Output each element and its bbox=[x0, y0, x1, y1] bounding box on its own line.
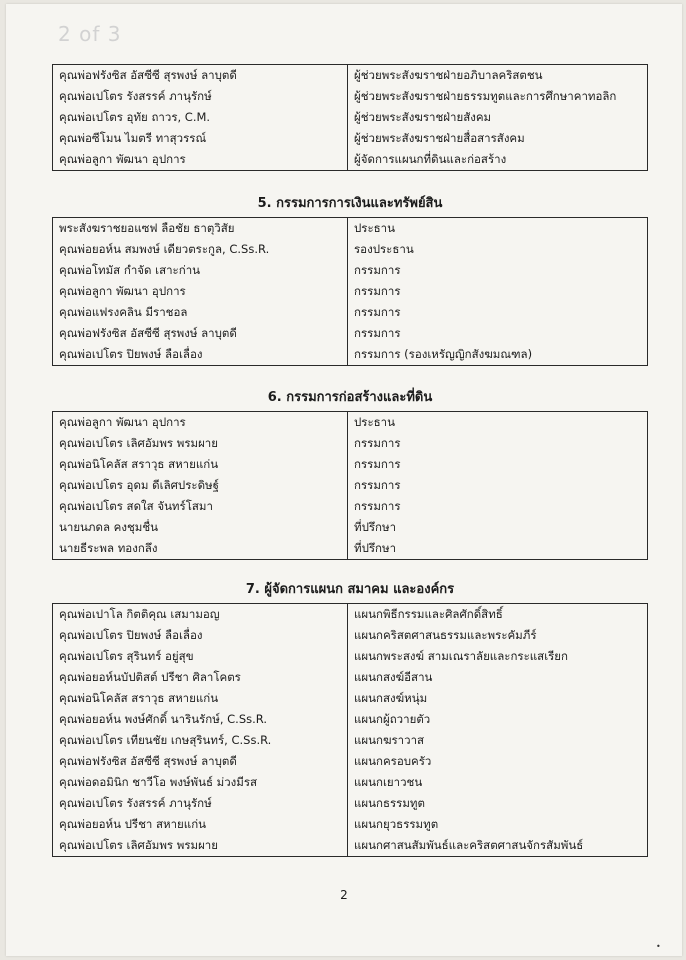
table-row bbox=[53, 65, 648, 87]
section-title-construction: 6. กรรมการก่อสร้างและที่ดิน bbox=[267, 390, 433, 405]
table-row bbox=[53, 239, 648, 260]
member-role: ผู้ช่วยพระสังฆราชฝ่ายสื่อสารสังคม bbox=[348, 128, 648, 149]
member-role: แผนกศาสนสัมพันธ์และคริสตศาสนจักรสัมพันธ์ bbox=[348, 835, 648, 857]
member-role: กรรมการ bbox=[348, 454, 648, 475]
table-row bbox=[53, 260, 648, 281]
continued-table bbox=[52, 64, 648, 171]
member-role: แผนกผู้ถวายตัว bbox=[348, 709, 648, 730]
member-name: คุณพ่อเปโตร รังสรรค์ ภานุรักษ์ bbox=[53, 86, 348, 107]
table-row bbox=[53, 835, 648, 857]
member-role: แผนกธรรมทูต bbox=[348, 793, 648, 814]
member-role: ผู้จัดการแผนกที่ดินและก่อสร้าง bbox=[348, 149, 648, 171]
member-role: กรรมการ bbox=[348, 475, 648, 496]
member-role: แผนกพิธีกรรมและศิลศักดิ์สิทธิ์ bbox=[348, 604, 648, 626]
scan-speck: • bbox=[656, 942, 661, 951]
table-row bbox=[53, 302, 648, 323]
table-row bbox=[53, 281, 648, 302]
member-name: คุณพ่อยอห์นบัปติสต์ ปรีชา ศิลาโคตร bbox=[53, 667, 348, 688]
member-name: คุณพ่อดอมินิก ชาวีโอ พงษ์พันธ์ ม่วงมีรส bbox=[53, 772, 348, 793]
member-role: กรรมการ bbox=[348, 496, 648, 517]
table-row bbox=[53, 107, 648, 128]
member-role: รองประธาน bbox=[348, 239, 648, 260]
table-row bbox=[53, 454, 648, 475]
member-name: คุณพ่อแฟรงคลิน มีราชอล bbox=[53, 302, 348, 323]
member-role: แผนกเยาวชน bbox=[348, 772, 648, 793]
table-row bbox=[53, 814, 648, 835]
member-role: แผนกยุวธรรมทูต bbox=[348, 814, 648, 835]
table-row bbox=[53, 475, 648, 496]
table-row bbox=[53, 730, 648, 751]
member-name: คุณพ่อเปโตร อุทัย ถาวร, C.M. bbox=[53, 107, 348, 128]
member-role: กรรมการ (รองเหรัญญิกสังฆมณฑล) bbox=[348, 344, 648, 366]
member-name: คุณพ่อลูกา พัฒนา อุปการ bbox=[53, 149, 348, 171]
member-name: คุณพ่อลูกา พัฒนา อุปการ bbox=[53, 412, 348, 434]
member-name: คุณพ่อเปโตร เลิศอัมพร พรมผาย bbox=[53, 835, 348, 857]
construction-committee-table bbox=[52, 411, 648, 560]
table-row bbox=[53, 604, 648, 626]
section-title-departments: 7. ผู้จัดการแผนก สมาคม และองค์กร bbox=[245, 582, 455, 597]
member-name: คุณพ่อโทมัส กำจัด เสาะก่าน bbox=[53, 260, 348, 281]
member-name: คุณพ่อฟรังซิส อัสซีซี สุรพงษ์ ลาบุตดี bbox=[53, 323, 348, 344]
member-role: แผนกสงฆ์หนุ่ม bbox=[348, 688, 648, 709]
member-role: แผนกครอบครัว bbox=[348, 751, 648, 772]
member-name: คุณพ่อเปโตร ปิยพงษ์ ลือเลื่อง bbox=[53, 344, 348, 366]
table-row bbox=[53, 218, 648, 240]
table-row bbox=[53, 86, 648, 107]
document-page bbox=[6, 4, 682, 956]
member-role: ผู้ช่วยพระสังฆราชฝ่ายอภิบาลคริสตชน bbox=[348, 65, 648, 87]
member-role: กรรมการ bbox=[348, 323, 648, 344]
table-row bbox=[53, 517, 648, 538]
member-name: นายนภดล คงชุมชื่น bbox=[53, 517, 348, 538]
table-row bbox=[53, 667, 648, 688]
member-role: กรรมการ bbox=[348, 281, 648, 302]
member-role: ประธาน bbox=[348, 218, 648, 240]
table-row bbox=[53, 688, 648, 709]
member-role: แผนกฆราวาส bbox=[348, 730, 648, 751]
table-row bbox=[53, 646, 648, 667]
table-row bbox=[53, 344, 648, 366]
table-row bbox=[53, 149, 648, 171]
member-name: คุณพ่อฟรังซิส อัสซีซี สุรพงษ์ ลาบุตดี bbox=[53, 751, 348, 772]
section-title-finance: 5. กรรมการการเงินและทรัพย์สิน bbox=[257, 196, 443, 211]
member-role: ผู้ช่วยพระสังฆราชฝ่ายสังคม bbox=[348, 107, 648, 128]
member-name: คุณพ่อซีโมน ไมตรี ทาสุวรรณ์ bbox=[53, 128, 348, 149]
table-row bbox=[53, 793, 648, 814]
member-name: คุณพ่อยอห์น พงษ์ศักดิ์ นารินรักษ์, C.Ss.R. bbox=[53, 709, 348, 730]
page-number: 2 bbox=[340, 888, 348, 902]
member-name: คุณพ่อยอห์น สมพงษ์ เดียวตระกูล, C.Ss.R. bbox=[53, 239, 348, 260]
member-role: กรรมการ bbox=[348, 260, 648, 281]
member-name: คุณพ่อเปโตร ปิยพงษ์ ลือเลื่อง bbox=[53, 625, 348, 646]
member-role: ผู้ช่วยพระสังฆราชฝ่ายธรรมทูตและการศึกษาคาทอลิก bbox=[348, 86, 648, 107]
table-row bbox=[53, 751, 648, 772]
member-name: พระสังฆราชยอแซฟ ลือชัย ธาตุวิสัย bbox=[53, 218, 348, 240]
table-row bbox=[53, 323, 648, 344]
finance-committee-table bbox=[52, 217, 648, 366]
table-row bbox=[53, 412, 648, 434]
member-name: คุณพ่อเปโตร สุรินทร์ อยู่สุข bbox=[53, 646, 348, 667]
member-name: คุณพ่อเปโตร อุดม ดีเลิศประดิษฐ์ bbox=[53, 475, 348, 496]
table-row bbox=[53, 496, 648, 517]
member-role: กรรมการ bbox=[348, 302, 648, 323]
member-name: คุณพ่อเปโตร สดใส จันทร์โสมา bbox=[53, 496, 348, 517]
table-row bbox=[53, 128, 648, 149]
table-row bbox=[53, 538, 648, 560]
member-name: นายธีระพล ทองกลึง bbox=[53, 538, 348, 560]
member-role: กรรมการ bbox=[348, 433, 648, 454]
member-name: คุณพ่อนิโคลัส สราวุธ สหายแก่น bbox=[53, 454, 348, 475]
member-name: คุณพ่อยอห์น ปรีชา สหายแก่น bbox=[53, 814, 348, 835]
member-name: คุณพ่อเปโตร รังสรรค์ ภานุรักษ์ bbox=[53, 793, 348, 814]
table-row bbox=[53, 433, 648, 454]
member-role: ประธาน bbox=[348, 412, 648, 434]
departments-table bbox=[52, 603, 648, 857]
page-indicator: 2 of 3 bbox=[58, 22, 122, 46]
member-name: คุณพ่อเปโตร เทียนชัย เกษสุรินทร์, C.Ss.R. bbox=[53, 730, 348, 751]
member-name: คุณพ่อลูกา พัฒนา อุปการ bbox=[53, 281, 348, 302]
member-role: แผนกคริสตศาสนธรรมและพระคัมภีร์ bbox=[348, 625, 648, 646]
member-name: คุณพ่อเปโตร เลิศอัมพร พรมผาย bbox=[53, 433, 348, 454]
table-row bbox=[53, 709, 648, 730]
member-role: ที่ปรึกษา bbox=[348, 538, 648, 560]
member-name: คุณพ่อนิโคลัส สราวุธ สหายแก่น bbox=[53, 688, 348, 709]
member-name: คุณพ่อเปาโล กิตติคุณ เสมามอญ bbox=[53, 604, 348, 626]
member-role: ที่ปรึกษา bbox=[348, 517, 648, 538]
table-row bbox=[53, 772, 648, 793]
member-role: แผนกพระสงฆ์ สามเณราลัยและกระแสเรียก bbox=[348, 646, 648, 667]
member-name: คุณพ่อฟรังซิส อัสซีซี สุรพงษ์ ลาบุตดี bbox=[53, 65, 348, 87]
member-role: แผนกสงฆ์อีสาน bbox=[348, 667, 648, 688]
table-row bbox=[53, 625, 648, 646]
